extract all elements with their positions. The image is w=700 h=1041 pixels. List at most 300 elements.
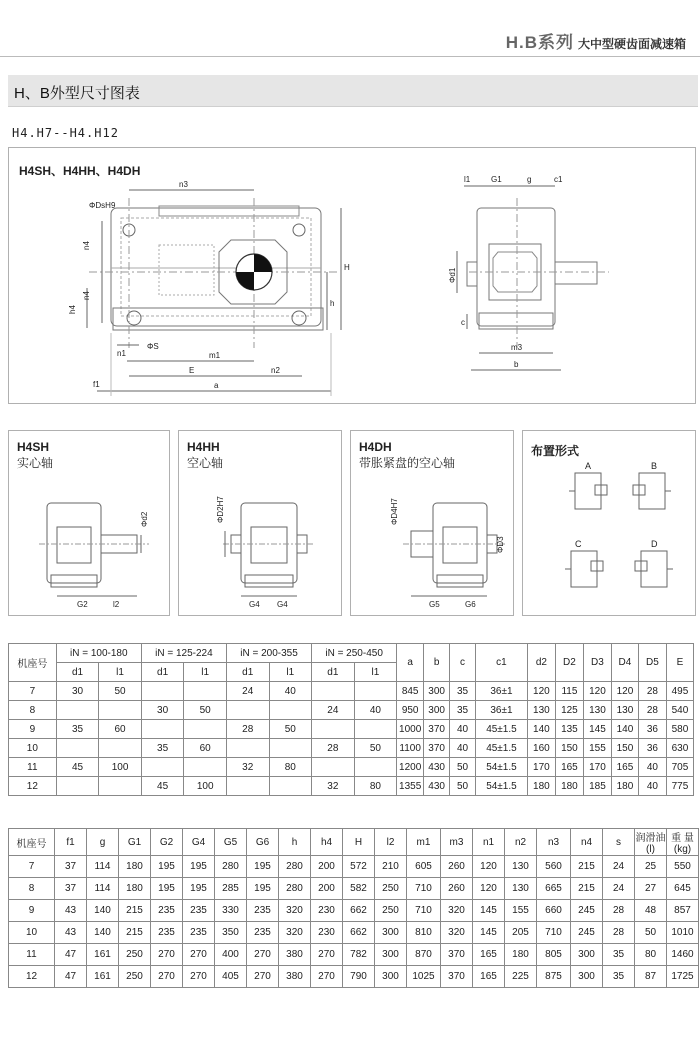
table2-model-cell: 10 bbox=[9, 922, 55, 944]
table2-value-cell: 300 bbox=[571, 944, 603, 966]
h4hh-drawing bbox=[179, 431, 341, 615]
table1-value-cell: 54±1.5 bbox=[476, 777, 528, 796]
table2-value-cell: 180 bbox=[119, 856, 151, 878]
table2-value-cell: 805 bbox=[537, 944, 571, 966]
table1-col-header: E bbox=[666, 644, 693, 682]
table2-value-cell: 330 bbox=[215, 900, 247, 922]
table1-value-cell: 120 bbox=[527, 682, 555, 701]
table1-value-cell: 950 bbox=[397, 701, 424, 720]
table1-model-cell: 7 bbox=[9, 682, 57, 701]
table1-value-cell: 40 bbox=[638, 758, 666, 777]
table2-value-cell: 645 bbox=[667, 878, 699, 900]
table2-value-cell: 140 bbox=[87, 900, 119, 922]
table1-value-cell: 1200 bbox=[397, 758, 424, 777]
panel-h4dh-code: H4DH bbox=[359, 440, 392, 454]
table2-value-cell: 710 bbox=[407, 900, 441, 922]
table2-value-cell: 270 bbox=[183, 966, 215, 988]
dim-l1: l1 bbox=[464, 175, 471, 184]
layout-A: A bbox=[585, 461, 592, 471]
table2-value-cell: 235 bbox=[183, 922, 215, 944]
table2-value-cell: 195 bbox=[247, 878, 279, 900]
series-name: H.B系列 bbox=[505, 33, 574, 52]
table1-value-cell: 300 bbox=[424, 682, 450, 701]
table2-value-cell: 875 bbox=[537, 966, 571, 988]
table1-shaft-cell bbox=[99, 777, 142, 796]
label-G5: G5 bbox=[429, 600, 440, 609]
layout-C: C bbox=[575, 539, 582, 549]
table1-value-cell: 160 bbox=[527, 739, 555, 758]
dim-E: E bbox=[189, 366, 195, 375]
table2-col-header: 重 量 (kg) bbox=[667, 829, 699, 856]
table2-value-cell: 50 bbox=[635, 922, 667, 944]
dim-n1: n1 bbox=[117, 349, 126, 358]
table2-value-cell: 120 bbox=[473, 878, 505, 900]
table2-value-cell: 710 bbox=[537, 922, 571, 944]
table1-shaft-cell: 28 bbox=[226, 720, 269, 739]
table1-value-cell: 540 bbox=[666, 701, 693, 720]
gearbox-drawing bbox=[9, 148, 695, 403]
table2-value-cell: 270 bbox=[311, 966, 343, 988]
table2-col-header: f1 bbox=[55, 829, 87, 856]
table2-col-header: h4 bbox=[311, 829, 343, 856]
table1-shaft-cell bbox=[184, 720, 227, 739]
dim-H: H bbox=[344, 263, 350, 272]
dim-n3: n3 bbox=[179, 180, 188, 189]
table2-value-cell: 195 bbox=[151, 878, 183, 900]
table1-shaft-cell: 45 bbox=[141, 777, 184, 796]
table1-range-header: iN = 200-355 bbox=[226, 644, 311, 663]
table1-col-header: D4 bbox=[611, 644, 638, 682]
table2-value-cell: 235 bbox=[247, 900, 279, 922]
table2-col-header: n1 bbox=[473, 829, 505, 856]
table2-value-cell: 582 bbox=[343, 878, 375, 900]
table1-value-cell: 495 bbox=[666, 682, 693, 701]
panel-h4hh-name: 空心轴 bbox=[187, 456, 224, 470]
table1-value-cell: 130 bbox=[611, 701, 638, 720]
table2-value-cell: 47 bbox=[55, 944, 87, 966]
dim-f1: f1 bbox=[93, 380, 100, 389]
table1-shaft-cell: 80 bbox=[269, 758, 312, 777]
table2-model-cell: 11 bbox=[9, 944, 55, 966]
table1-shaft-cell: 40 bbox=[269, 682, 312, 701]
table1-sub-header: d1 bbox=[312, 663, 355, 682]
table-row bbox=[9, 856, 699, 878]
table2-col-header: 机座号 bbox=[9, 829, 55, 856]
dim-m1: m1 bbox=[209, 351, 221, 360]
table1-col-header: a bbox=[397, 644, 424, 682]
table2-value-cell: 155 bbox=[505, 900, 537, 922]
table1-shaft-cell: 100 bbox=[184, 777, 227, 796]
table2-col-header: n4 bbox=[571, 829, 603, 856]
table1-shaft-cell: 60 bbox=[99, 720, 142, 739]
table1-value-cell: 40 bbox=[450, 720, 476, 739]
table1-range-header: iN = 125-224 bbox=[141, 644, 226, 663]
table1-shaft-cell bbox=[141, 720, 184, 739]
table2-value-cell: 605 bbox=[407, 856, 441, 878]
table1-value-cell: 45±1.5 bbox=[476, 720, 528, 739]
table1-value-cell: 705 bbox=[666, 758, 693, 777]
main-drawing-title: H4SH、H4HH、H4DH bbox=[19, 164, 141, 178]
table1-value-cell: 125 bbox=[555, 701, 583, 720]
label-G4-left: G4 bbox=[249, 600, 260, 609]
table2-value-cell: 710 bbox=[407, 878, 441, 900]
table1-col-header: D2 bbox=[555, 644, 583, 682]
model-range: H4.H7--H4.H12 bbox=[12, 126, 119, 140]
table1-value-cell: 1355 bbox=[397, 777, 424, 796]
table1-value-cell: 28 bbox=[638, 682, 666, 701]
table2-value-cell: 235 bbox=[151, 900, 183, 922]
table2-value-cell: 230 bbox=[311, 900, 343, 922]
table1-model-cell: 11 bbox=[9, 758, 57, 777]
table2-value-cell: 210 bbox=[375, 856, 407, 878]
table1-shaft-cell: 50 bbox=[184, 701, 227, 720]
table1-value-cell: 300 bbox=[424, 701, 450, 720]
table1-shaft-cell bbox=[99, 701, 142, 720]
table1-shaft-cell bbox=[141, 682, 184, 701]
table2-value-cell: 1010 bbox=[667, 922, 699, 944]
table1-model-cell: 8 bbox=[9, 701, 57, 720]
table2-value-cell: 280 bbox=[215, 856, 247, 878]
table1-value-cell: 36±1 bbox=[476, 682, 528, 701]
table1-value-cell: 36 bbox=[638, 739, 666, 758]
table2-col-header: g bbox=[87, 829, 119, 856]
table2-model-cell: 7 bbox=[9, 856, 55, 878]
label-D3: ΦD3 bbox=[496, 536, 505, 553]
table2-value-cell: 200 bbox=[311, 856, 343, 878]
table2-value-cell: 320 bbox=[441, 900, 473, 922]
table1-value-cell: 165 bbox=[611, 758, 638, 777]
label-G6: G6 bbox=[465, 600, 476, 609]
table1-value-cell: 145 bbox=[583, 720, 611, 739]
panel-h4dh-name: 带胀紧盘的空心轴 bbox=[359, 456, 456, 470]
table2-value-cell: 250 bbox=[375, 900, 407, 922]
table2-value-cell: 300 bbox=[375, 966, 407, 988]
table2-value-cell: 28 bbox=[603, 922, 635, 944]
table2-value-cell: 215 bbox=[571, 878, 603, 900]
table1-shaft-cell: 40 bbox=[354, 701, 397, 720]
h4dh-drawing bbox=[351, 431, 513, 615]
table2-value-cell: 145 bbox=[473, 900, 505, 922]
table1-value-cell: 170 bbox=[583, 758, 611, 777]
table-row bbox=[9, 922, 699, 944]
table2-value-cell: 285 bbox=[215, 878, 247, 900]
table1-value-cell: 430 bbox=[424, 758, 450, 777]
table1-value-cell: 150 bbox=[611, 739, 638, 758]
table2-value-cell: 24 bbox=[603, 856, 635, 878]
table2-value-cell: 572 bbox=[343, 856, 375, 878]
table2-value-cell: 380 bbox=[279, 944, 311, 966]
table1-shaft-cell bbox=[354, 720, 397, 739]
table2-value-cell: 270 bbox=[151, 966, 183, 988]
table1-shaft-cell: 30 bbox=[56, 682, 99, 701]
table2-value-cell: 215 bbox=[119, 922, 151, 944]
table2-value-cell: 114 bbox=[87, 856, 119, 878]
panel-h4sh bbox=[8, 430, 170, 616]
table1-header-row bbox=[9, 644, 694, 663]
table2-value-cell: 250 bbox=[375, 878, 407, 900]
table2-value-cell: 230 bbox=[311, 922, 343, 944]
table-row bbox=[9, 900, 699, 922]
table1-col-header: D5 bbox=[638, 644, 666, 682]
table1-value-cell: 120 bbox=[611, 682, 638, 701]
table2-value-cell: 25 bbox=[635, 856, 667, 878]
table1-sub-header: l1 bbox=[269, 663, 312, 682]
main-drawing-box bbox=[8, 147, 696, 404]
table1-shaft-cell bbox=[269, 777, 312, 796]
table1-value-cell: 54±1.5 bbox=[476, 758, 528, 777]
table2-col-header: s bbox=[603, 829, 635, 856]
table2-col-header: G2 bbox=[151, 829, 183, 856]
table1-shaft-cell bbox=[312, 758, 355, 777]
table1-value-cell: 50 bbox=[450, 777, 476, 796]
table1-sub-header: d1 bbox=[56, 663, 99, 682]
table1-value-cell: 130 bbox=[583, 701, 611, 720]
page-header bbox=[0, 0, 700, 58]
table2-value-cell: 180 bbox=[119, 878, 151, 900]
table1-value-cell: 170 bbox=[527, 758, 555, 777]
table1-shaft-cell: 35 bbox=[56, 720, 99, 739]
table2-value-cell: 1460 bbox=[667, 944, 699, 966]
table2-value-cell: 165 bbox=[473, 944, 505, 966]
table1-shaft-cell: 28 bbox=[312, 739, 355, 758]
label-l2: l2 bbox=[113, 600, 120, 609]
table1-model-cell: 10 bbox=[9, 739, 57, 758]
table1-shaft-cell bbox=[354, 682, 397, 701]
table2-value-cell: 662 bbox=[343, 922, 375, 944]
dim-G1: G1 bbox=[491, 175, 502, 184]
table2-value-cell: 870 bbox=[407, 944, 441, 966]
table2-value-cell: 215 bbox=[571, 856, 603, 878]
table1-shaft-cell: 50 bbox=[99, 682, 142, 701]
table2-value-cell: 43 bbox=[55, 922, 87, 944]
panel-h4sh-name: 实心轴 bbox=[17, 456, 54, 470]
layout-B: B bbox=[651, 461, 658, 471]
table2-value-cell: 250 bbox=[119, 944, 151, 966]
table2-value-cell: 270 bbox=[311, 944, 343, 966]
table1-value-cell: 120 bbox=[583, 682, 611, 701]
label-G4-right: G4 bbox=[277, 600, 288, 609]
table2-col-header: m3 bbox=[441, 829, 473, 856]
table2-value-cell: 200 bbox=[311, 878, 343, 900]
table2-value-cell: 37 bbox=[55, 878, 87, 900]
table2-value-cell: 43 bbox=[55, 900, 87, 922]
section-title: H、B外型尺寸图表 bbox=[14, 85, 140, 102]
panel-h4hh-code: H4HH bbox=[187, 440, 220, 454]
table1-shaft-cell bbox=[226, 739, 269, 758]
panel-layout-name: 布置形式 bbox=[531, 444, 580, 458]
panel-h4sh-code: H4SH bbox=[17, 440, 50, 454]
table2-header-row bbox=[9, 829, 699, 856]
table2-value-cell: 660 bbox=[537, 900, 571, 922]
table1-shaft-cell: 50 bbox=[354, 739, 397, 758]
table1-value-cell: 180 bbox=[527, 777, 555, 796]
table1-sub-header: l1 bbox=[184, 663, 227, 682]
table1-shaft-cell bbox=[56, 701, 99, 720]
table2-value-cell: 810 bbox=[407, 922, 441, 944]
table1-sub-header: l1 bbox=[99, 663, 142, 682]
dim-dsh9: ΦDsH9 bbox=[89, 201, 116, 210]
table2-value-cell: 560 bbox=[537, 856, 571, 878]
table1-shaft-cell bbox=[99, 739, 142, 758]
table1-value-cell: 155 bbox=[583, 739, 611, 758]
table2-value-cell: 550 bbox=[667, 856, 699, 878]
table2-col-header: G4 bbox=[183, 829, 215, 856]
table1-value-cell: 845 bbox=[397, 682, 424, 701]
table2-col-header: l2 bbox=[375, 829, 407, 856]
panel-layout bbox=[522, 430, 696, 616]
table1-shaft-cell bbox=[312, 720, 355, 739]
table1-col-header: c1 bbox=[476, 644, 528, 682]
panel-h4hh bbox=[178, 430, 342, 616]
table2-value-cell: 665 bbox=[537, 878, 571, 900]
dim-d1: Φd1 bbox=[448, 267, 457, 283]
table2-col-header: n3 bbox=[537, 829, 571, 856]
table2-value-cell: 47 bbox=[55, 966, 87, 988]
table1-shaft-cell: 45 bbox=[56, 758, 99, 777]
table-row bbox=[9, 966, 699, 988]
dim-b: b bbox=[514, 360, 519, 369]
table1-shaft-cell bbox=[226, 777, 269, 796]
dim-n4-upper: n4 bbox=[82, 241, 91, 250]
table2-value-cell: 140 bbox=[87, 922, 119, 944]
table1-value-cell: 130 bbox=[527, 701, 555, 720]
table1-shaft-cell: 100 bbox=[99, 758, 142, 777]
table2-col-header: 润滑油 (l) bbox=[635, 829, 667, 856]
table1-value-cell: 36±1 bbox=[476, 701, 528, 720]
series-subtitle: 大中型硬齿面减速箱 bbox=[577, 37, 686, 51]
table1-value-cell: 185 bbox=[583, 777, 611, 796]
table2-value-cell: 245 bbox=[571, 900, 603, 922]
table2-value-cell: 400 bbox=[215, 944, 247, 966]
table1-value-cell: 370 bbox=[424, 739, 450, 758]
label-G2: G2 bbox=[77, 600, 88, 609]
table1-shaft-cell bbox=[184, 758, 227, 777]
table1-value-cell: 370 bbox=[424, 720, 450, 739]
table-row bbox=[9, 777, 694, 796]
table2-value-cell: 1725 bbox=[667, 966, 699, 988]
table1-shaft-cell: 30 bbox=[141, 701, 184, 720]
table2-value-cell: 24 bbox=[603, 878, 635, 900]
table2-value-cell: 320 bbox=[441, 922, 473, 944]
label-D2H7: ΦD2H7 bbox=[216, 496, 225, 523]
table2-value-cell: 180 bbox=[505, 944, 537, 966]
table2-value-cell: 205 bbox=[505, 922, 537, 944]
table1-shaft-cell: 35 bbox=[141, 739, 184, 758]
layout-drawing bbox=[523, 431, 695, 615]
table1-sub-header: l1 bbox=[354, 663, 397, 682]
table2-value-cell: 235 bbox=[151, 922, 183, 944]
section-bar bbox=[8, 75, 698, 107]
table2-value-cell: 270 bbox=[151, 944, 183, 966]
table1-shaft-cell bbox=[226, 701, 269, 720]
table2-value-cell: 130 bbox=[505, 878, 537, 900]
table1-value-cell: 140 bbox=[527, 720, 555, 739]
table1-shaft-cell: 24 bbox=[226, 682, 269, 701]
table2-value-cell: 114 bbox=[87, 878, 119, 900]
table2-value-cell: 260 bbox=[441, 878, 473, 900]
label-D4H7: ΦD4H7 bbox=[390, 498, 399, 525]
table2-value-cell: 270 bbox=[247, 966, 279, 988]
dimension-table-1 bbox=[8, 643, 694, 796]
table-row bbox=[9, 720, 694, 739]
table1-value-cell: 1000 bbox=[397, 720, 424, 739]
table1-shaft-cell bbox=[354, 758, 397, 777]
table1-model-cell: 9 bbox=[9, 720, 57, 739]
dim-m3: m3 bbox=[511, 343, 523, 352]
dimension-table-2 bbox=[8, 828, 699, 988]
table1-value-cell: 45±1.5 bbox=[476, 739, 528, 758]
table2-value-cell: 320 bbox=[279, 900, 311, 922]
dim-a: a bbox=[214, 381, 219, 390]
table2-col-header: G6 bbox=[247, 829, 279, 856]
table2-value-cell: 380 bbox=[279, 966, 311, 988]
table2-value-cell: 195 bbox=[247, 856, 279, 878]
table2-value-cell: 245 bbox=[571, 922, 603, 944]
table2-value-cell: 250 bbox=[119, 966, 151, 988]
table1-value-cell: 115 bbox=[555, 682, 583, 701]
table1-value-cell: 28 bbox=[638, 701, 666, 720]
table2-value-cell: 782 bbox=[343, 944, 375, 966]
table2-value-cell: 130 bbox=[505, 856, 537, 878]
table1-range-header: iN = 250-450 bbox=[312, 644, 397, 663]
table1-model-header: 机座号 bbox=[9, 644, 57, 682]
table1-shaft-cell: 32 bbox=[312, 777, 355, 796]
table2-value-cell: 48 bbox=[635, 900, 667, 922]
table2-value-cell: 270 bbox=[247, 944, 279, 966]
table1-value-cell: 180 bbox=[555, 777, 583, 796]
table2-value-cell: 80 bbox=[635, 944, 667, 966]
layout-D: D bbox=[651, 539, 658, 549]
table2-value-cell: 300 bbox=[375, 922, 407, 944]
table1-shaft-cell bbox=[269, 701, 312, 720]
table1-sub-header: d1 bbox=[226, 663, 269, 682]
table2-value-cell: 662 bbox=[343, 900, 375, 922]
table2-value-cell: 161 bbox=[87, 944, 119, 966]
table-row bbox=[9, 682, 694, 701]
table2-value-cell: 260 bbox=[441, 856, 473, 878]
table1-shaft-cell bbox=[269, 739, 312, 758]
table2-model-cell: 8 bbox=[9, 878, 55, 900]
table1-shaft-cell bbox=[184, 682, 227, 701]
table2-value-cell: 87 bbox=[635, 966, 667, 988]
table1-value-cell: 35 bbox=[450, 682, 476, 701]
table2-value-cell: 790 bbox=[343, 966, 375, 988]
dim-g: g bbox=[527, 175, 532, 184]
table2-col-header: G1 bbox=[119, 829, 151, 856]
table2-value-cell: 195 bbox=[183, 856, 215, 878]
table2-value-cell: 235 bbox=[247, 922, 279, 944]
table2-value-cell: 300 bbox=[375, 944, 407, 966]
table2-value-cell: 35 bbox=[603, 966, 635, 988]
table1-col-header: b bbox=[424, 644, 450, 682]
table2-value-cell: 280 bbox=[279, 878, 311, 900]
table2-value-cell: 225 bbox=[505, 966, 537, 988]
table1-value-cell: 50 bbox=[450, 758, 476, 777]
table2-value-cell: 145 bbox=[473, 922, 505, 944]
panel-h4dh bbox=[350, 430, 514, 616]
table2-value-cell: 161 bbox=[87, 966, 119, 988]
table1-value-cell: 775 bbox=[666, 777, 693, 796]
table1-value-cell: 40 bbox=[638, 777, 666, 796]
table2-value-cell: 370 bbox=[441, 944, 473, 966]
table-row bbox=[9, 758, 694, 777]
table1-col-header: d2 bbox=[527, 644, 555, 682]
table1-col-header: D3 bbox=[583, 644, 611, 682]
table2-value-cell: 300 bbox=[571, 966, 603, 988]
table1-value-cell: 36 bbox=[638, 720, 666, 739]
table2-value-cell: 195 bbox=[151, 856, 183, 878]
dim-h: h bbox=[330, 299, 335, 308]
